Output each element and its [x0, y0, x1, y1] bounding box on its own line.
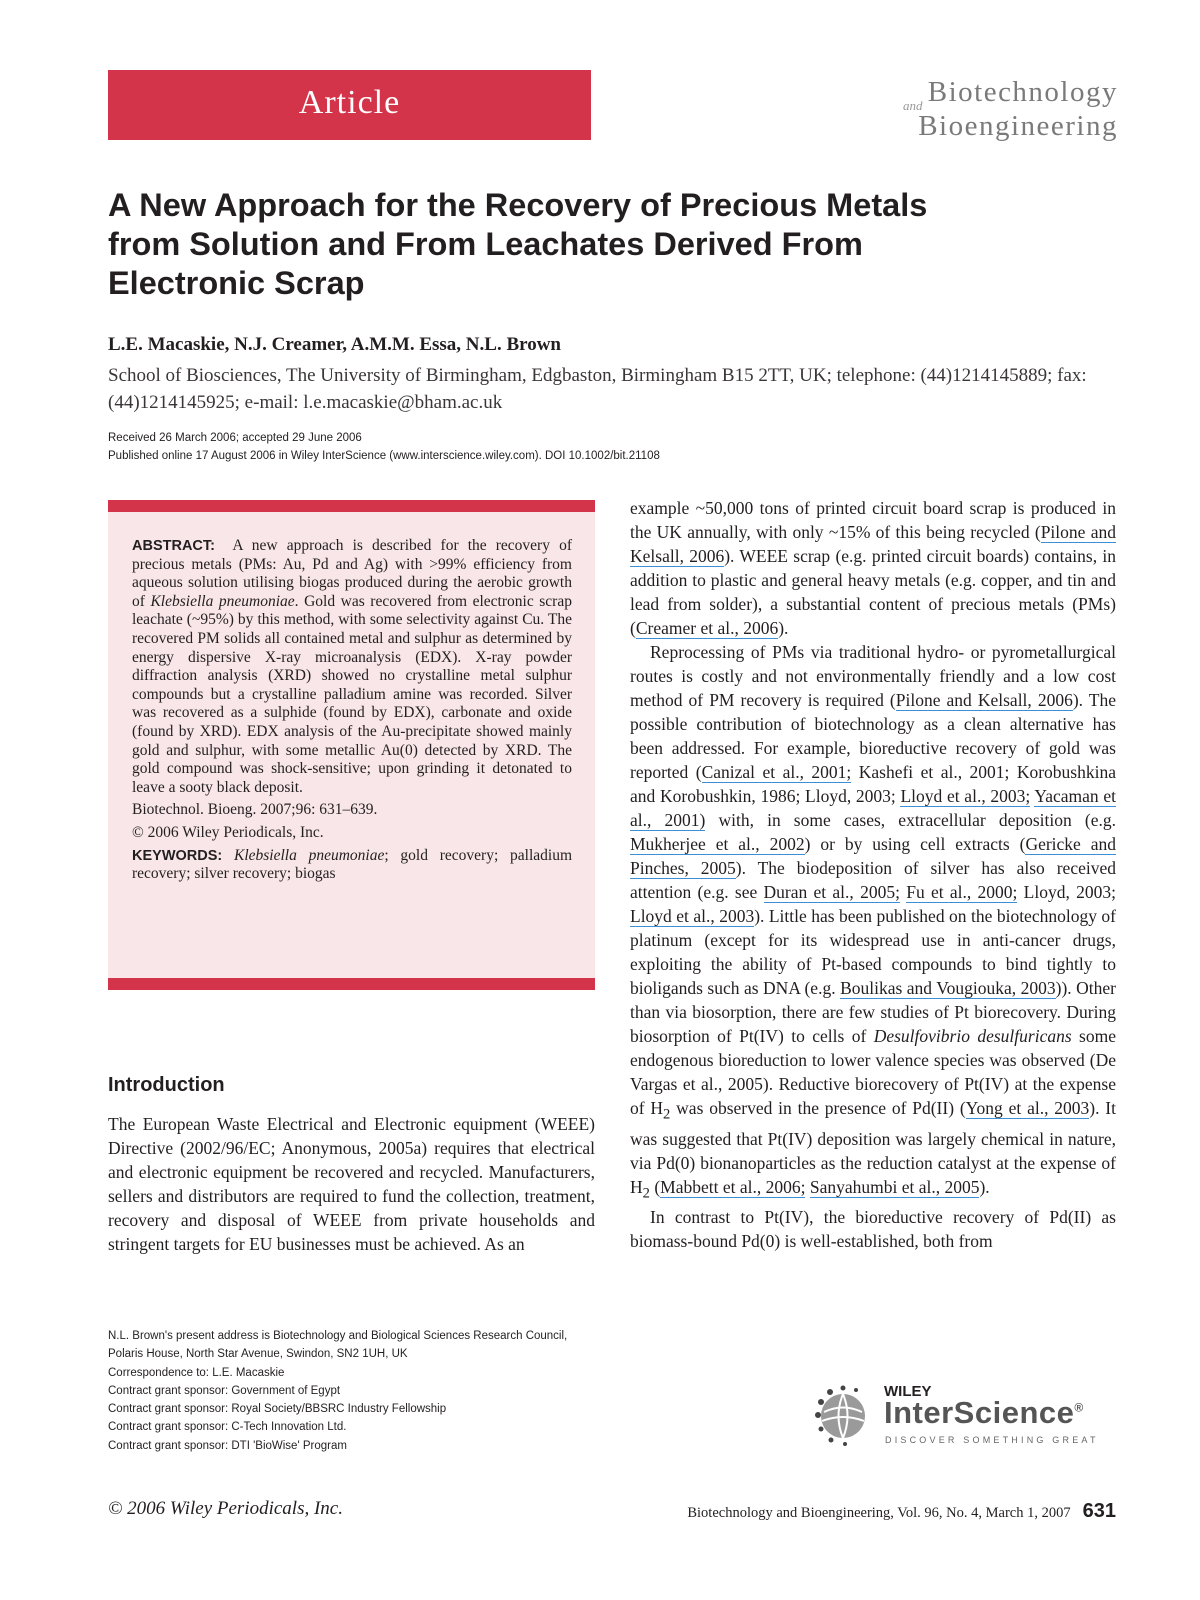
p2-text: Reprocessing of PMs via traditional hydro- or pyrometallurgical routes is costly and not environmentally friendly and a low cost method of PM recovery is required ( — [630, 642, 1116, 710]
dates — [108, 429, 660, 465]
footnote: Contract grant sponsor: DTI 'BioWise' Program — [108, 1439, 347, 1452]
p1-text-b: ). WEEE scrap (e.g. printed circuit boards) contains, in addition to plastic and general heavy metals (e.g. copper, and tin and lead from solder), a substantial content of precious metals (PMs) ( — [630, 546, 1116, 638]
article-banner — [108, 70, 591, 140]
received-date: Received 26 March 2006; accepted 29 June 2006 — [108, 432, 362, 444]
abstract-text-b: . Gold was recovered from electronic scrap leachate (~95%) by this method, with some selectivity against Cu. The recovered PM solids all contained metal and sulphur as determined by energy dispersive X-ray microanalysis (EDX). X-ray powder diffraction analysis (XRD) showed no crystalline metal sulphur compounds but a crystalline palladium amine was recorded. Silver was recovered as a sulphide (found by EDX), carbonate and oxide (found by XRD). EDX analysis of the Au-precipitate showed mainly gold and sulphur, with some metallic Au(0) detected by XRD. The gold compound was shock-sensitive; upon grinding it detonated to leave a sooty black deposit. — [132, 592, 572, 796]
citation-link[interactable]: Creamer et al., 2006 — [635, 618, 779, 638]
abstract-citation: Biotechnol. Bioeng. 2007;96: 631–639. — [132, 801, 378, 819]
keywords-rest: ; gold recovery; palladium recovery; silver recovery; biogas — [132, 846, 573, 883]
authors: L.E. Macaskie, N.J. Creamer, A.M.M. Essa, N.L. Brown — [108, 334, 561, 355]
citation-link[interactable]: Lloyd et al., 2003; — [900, 786, 1031, 806]
p2-text: ). — [979, 1176, 990, 1197]
p2-text: was observed in the presence of Pd(II) ( — [670, 1098, 966, 1118]
p2-text: ( — [649, 1176, 661, 1197]
paragraph-2 — [630, 640, 1116, 1205]
citation-link[interactable]: Yong et al., 2003 — [965, 1098, 1090, 1118]
published-date: Published online 17 August 2006 in Wiley InterScience (www.interscience.wiley.com). DOI 10.1002/bit.21108 — [108, 450, 660, 462]
logo-tagline: DISCOVER SOMETHING GREAT — [885, 1435, 1099, 1445]
introduction-heading: Introduction — [108, 1074, 225, 1096]
p2-text: some endogenous bioreduction to lower valence species was observed (De Vargas et al., 2005). Reductive biorecovery of Pt(IV) at the expense of H — [630, 1026, 1116, 1118]
page-number: 631 — [1082, 1500, 1116, 1522]
article-title: A New Approach for the Recovery of Precious Metals from Solution and From Leachates Derived From Electronic Scrap — [108, 187, 928, 301]
introduction-text: The European Waste Electrical and Electronic equipment (WEEE) Directive (2002/96/EC; Anonymous, 2005a) requires that electrical and electronic equipment be recovered and recycled. Manufacturers, sellers and distributors are required to fund the collection, treatment, recovery and disposal of WEEE from private households and stringent targets for EU businesses must be achieved. As an — [108, 1114, 595, 1254]
p2-text: ). The possible contribution of biotechnology as a clean alternative has been addressed. For example, bioreductive recovery of gold was reported ( — [630, 690, 1117, 782]
interscience-wordmark — [884, 1395, 1084, 1431]
journal-logo — [858, 76, 1118, 146]
footnote: Contract grant sponsor: Royal Society/BBSRC Industry Fellowship — [108, 1403, 447, 1416]
footer-journal — [680, 1500, 1116, 1523]
p1-text-c: ). — [778, 618, 789, 638]
citation-link[interactable]: Sanyahumbi et al., 2005 — [809, 1176, 980, 1197]
footnote: Correspondence to: L.E. Macaskie — [108, 1366, 285, 1379]
wiley-interscience-logo — [812, 1383, 1112, 1453]
citation-link[interactable]: Boulikas and Vougiouka, 2003 — [840, 978, 1056, 998]
keywords-heading: KEYWORDS: — [132, 847, 223, 864]
abstract-organism: Klebsiella pneumoniae — [150, 592, 295, 610]
citation-link[interactable]: Pilone and Kelsall, 2006 — [630, 522, 1116, 566]
citation-link[interactable]: Gericke and Pinches, 2005 — [630, 834, 1117, 878]
paragraph-1 — [630, 496, 1116, 640]
abstract-text — [132, 537, 572, 797]
affiliation: School of Biosciences, The University of Birmingham, Edgbaston, Birmingham B15 2TT, UK; telephone: (44)1214145889; fax: (44)1214145925; e-mail: l.e.macaskie@bham.ac.uk — [108, 365, 1087, 413]
footer-citation: Biotechnology and Bioengineering, Vol. 96, No. 4, March 1, 2007 — [687, 1505, 1071, 1521]
keywords-organism: Klebsiella pneumoniae — [234, 846, 385, 864]
subscript: 2 — [642, 1185, 650, 1201]
p2-text: with, in some cases, extracellular deposition (e.g. — [705, 810, 1116, 830]
citation-link[interactable]: Fu et al., 2000; — [906, 882, 1018, 902]
p2-text: Kashefi et al., 2001; Korobushkina and Korobushkin, 1986; Lloyd, 2003; — [630, 762, 1116, 806]
globe-icon — [812, 1385, 874, 1447]
interscience-name: InterScience — [884, 1395, 1075, 1430]
p2-text: ) or by using cell extracts ( — [804, 834, 1026, 854]
footnotes — [108, 1327, 595, 1455]
citation-link[interactable]: Mukherjee et al., 2002 — [630, 834, 805, 854]
abstract — [132, 537, 572, 888]
article-label: Article — [298, 84, 401, 121]
journal-logo-line1: Biotechnology — [927, 76, 1118, 108]
citation-link[interactable]: Lloyd et al., 2003 — [630, 906, 755, 926]
footnote: Contract grant sponsor: C-Tech Innovation Ltd. — [108, 1421, 347, 1434]
p2-text: ). It was suggested that Pt(IV) deposition was largely chemical in nature, via Pd(0) bionanoparticles as the reduction catalyst at the expense of H — [630, 1098, 1116, 1197]
footer-copyright: © 2006 Wiley Periodicals, Inc. — [108, 1498, 343, 1519]
p2-organism: Desulfovibrio desulfuricans — [873, 1026, 1072, 1046]
citation-link[interactable]: Yacaman et al., 2001) — [630, 786, 1116, 830]
journal-logo-line3: Bioengineering — [918, 110, 1118, 142]
right-column — [630, 496, 1116, 1253]
journal-logo-line2: and — [903, 98, 923, 113]
p2-text: ). Little has been published on the biotechnology of platinum (except for its widespread use in anti-cancer drugs, exploiting the ability of Pt-based compounds to bind tightly to bioligands such as DNA (e.g. — [630, 906, 1116, 998]
p1-text-a: example ~50,000 tons of printed circuit board scrap is produced in the UK annually, with only ~15% of this being recycled ( — [630, 498, 1116, 542]
p2-text: Lloyd, 2003; — [1017, 882, 1116, 902]
citation-link[interactable]: Duran et al., 2005; — [763, 882, 900, 902]
citation-link[interactable]: Pilone and Kelsall, 2006 — [895, 690, 1073, 710]
p2-text: )). Other than via biosorption, there are few studies of Pt biorecovery. During biosorption of Pt(IV) to cells of — [630, 978, 1116, 1046]
subscript: 2 — [663, 1106, 671, 1123]
keywords — [132, 847, 572, 884]
abstract-copyright: © 2006 Wiley Periodicals, Inc. — [132, 823, 324, 841]
abstract-heading: ABSTRACT: — [132, 538, 215, 554]
paragraph-3: In contrast to Pt(IV), the bioreductive recovery of Pd(II) as biomass-bound Pd(0) is well-established, both from — [630, 1207, 1116, 1251]
footnote: Contract grant sponsor: Government of Egypt — [108, 1384, 341, 1397]
wiley-wordmark: WILEY — [884, 1383, 932, 1400]
p2-text: ). The biodeposition of silver has also received attention (e.g. see — [630, 858, 1116, 902]
registered-mark: ® — [1074, 1400, 1084, 1415]
footnote: N.L. Brown's present address is Biotechnology and Biological Sciences Research Council, Polaris House, North Star Avenue, Swindon, SN2 1UH, UK — [108, 1330, 568, 1361]
citation-link[interactable]: Mabbett et al., 2006; — [660, 1176, 806, 1197]
citation-link[interactable]: Canizal et al., 2001; — [701, 762, 852, 782]
abstract-text-a: A new approach is described for the recovery of precious metals (PMs: Au, Pd and Ag) with >99% efficiency from aqueous solution utilising biogas produced during the aerobic growth of — [132, 537, 572, 610]
